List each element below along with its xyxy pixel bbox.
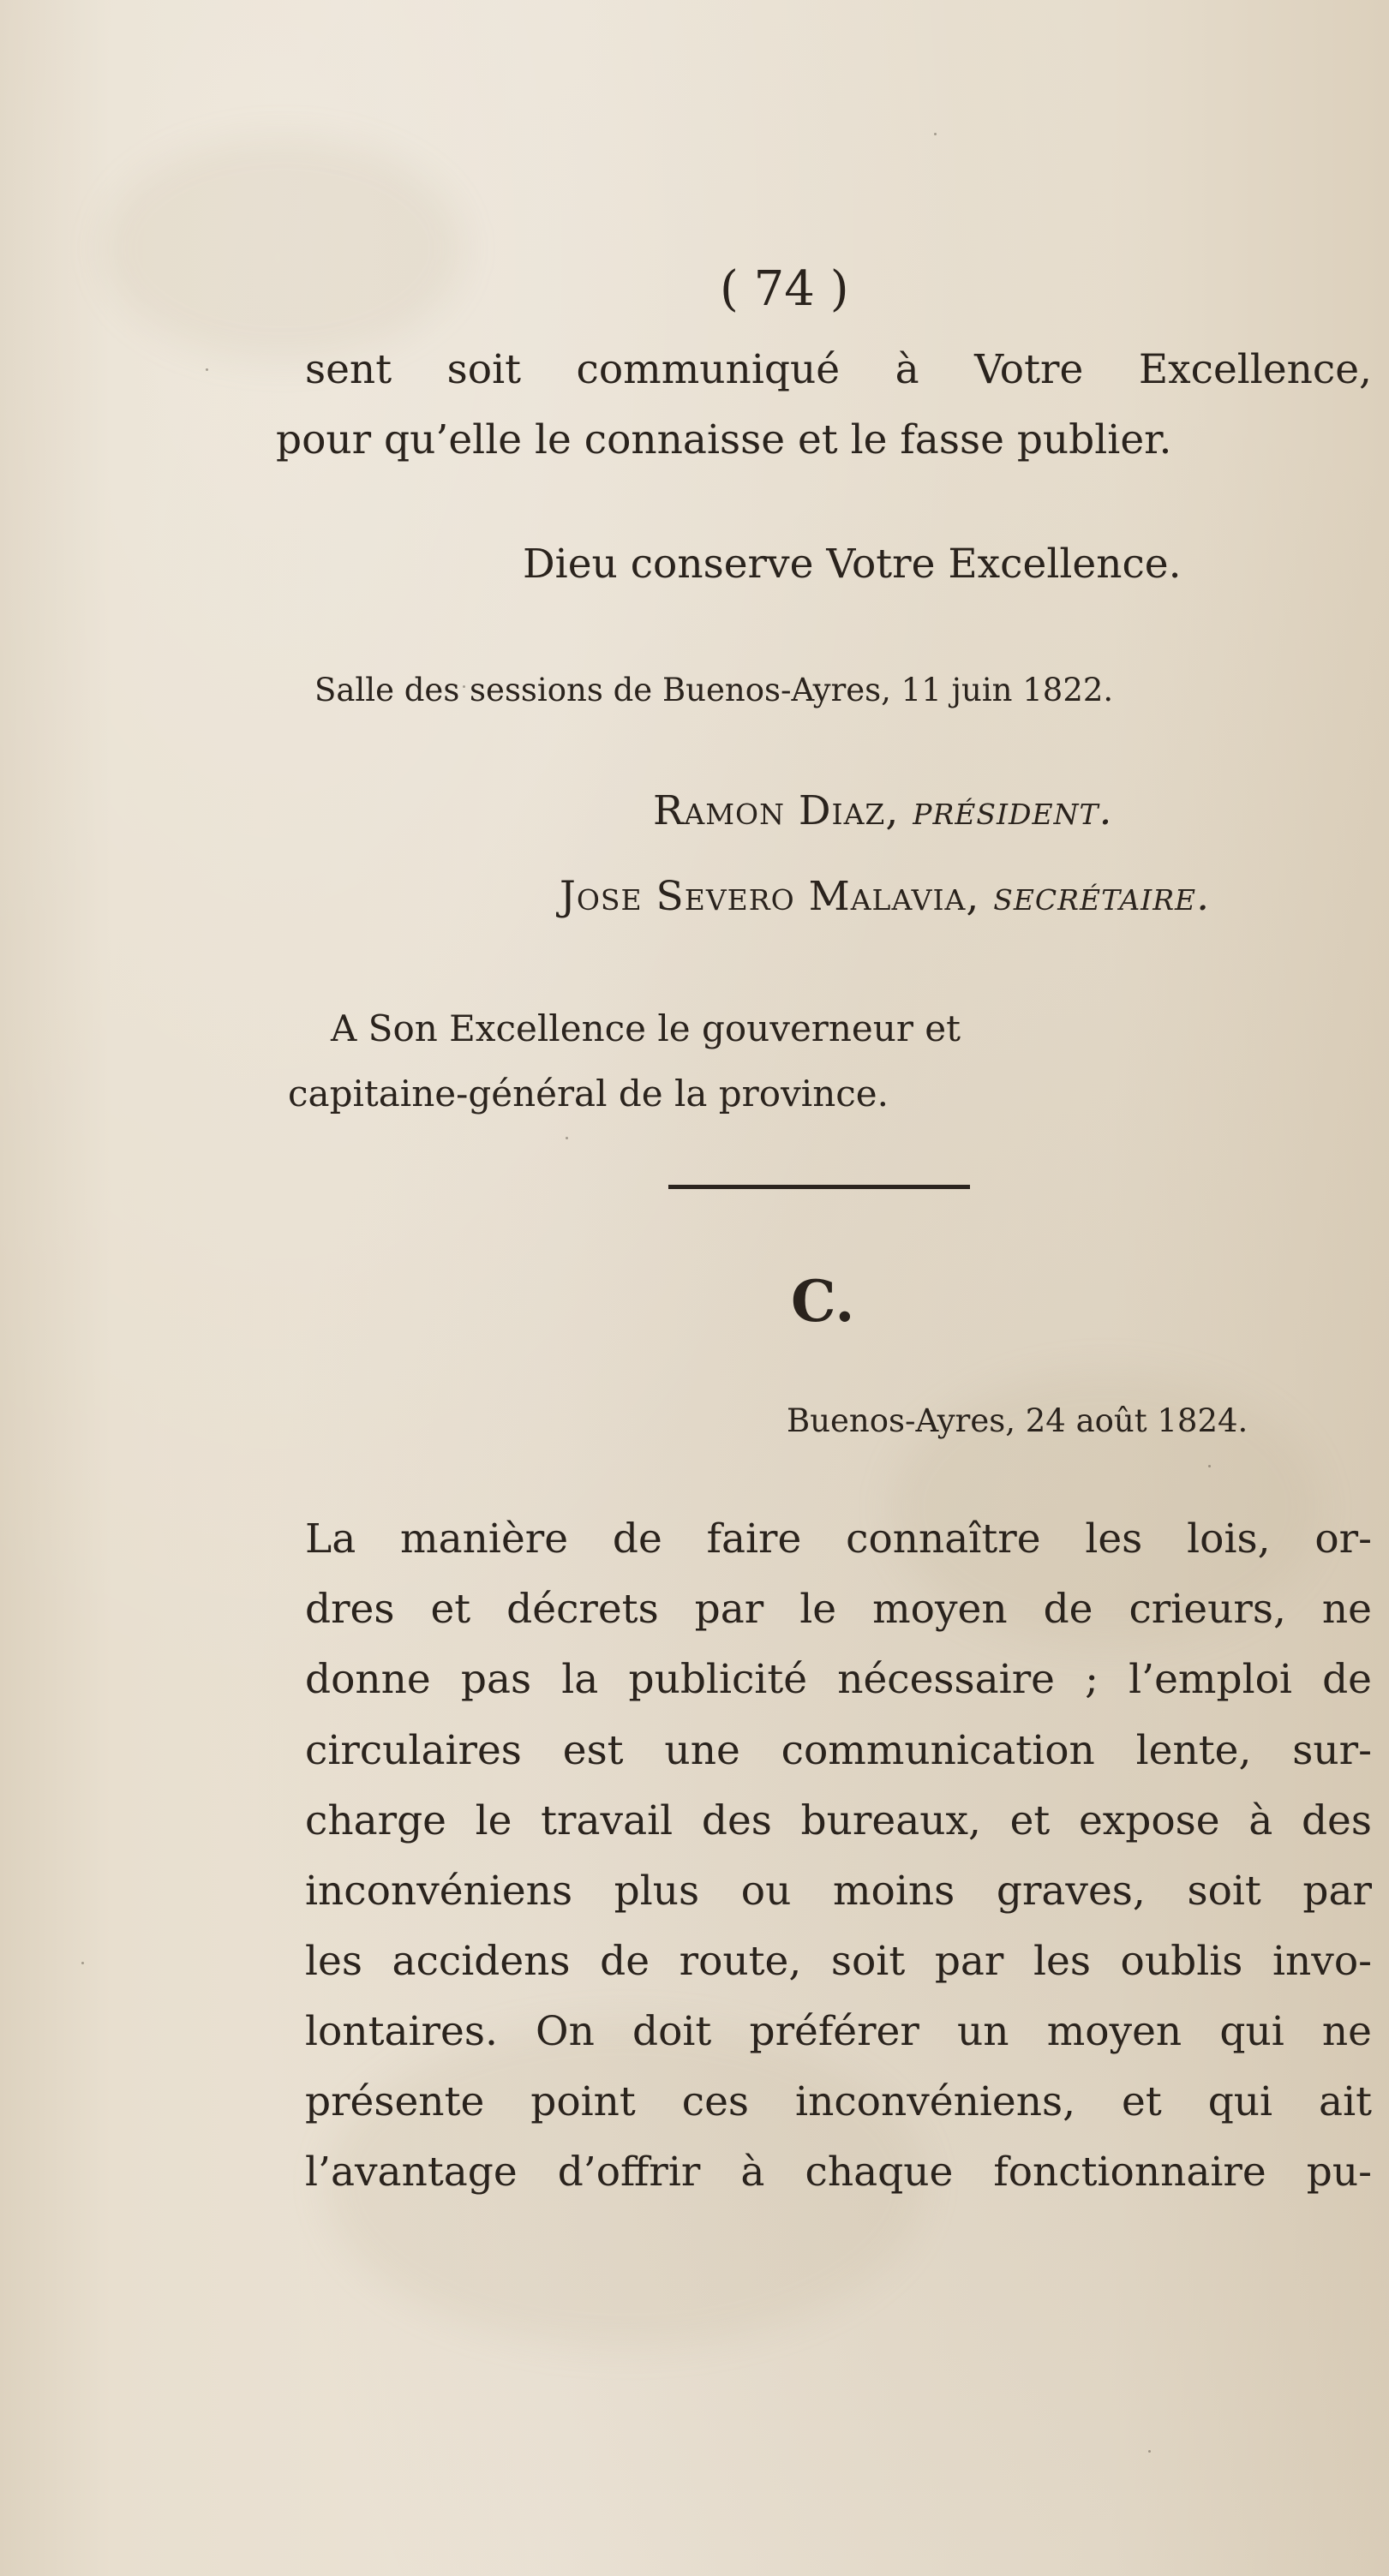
paragraph-line: lontaires. On doit préférer un moyen qui ne: [305, 2008, 1372, 2055]
recipient-line: capitaine-général de la province.: [288, 1073, 889, 1115]
signature-line: Ramon Diaz, président.: [653, 787, 1113, 834]
signatory-title: secrétaire.: [993, 873, 1211, 920]
paragraph-line: dres et décrets par le moyen de crieurs, ne: [305, 1586, 1372, 1633]
paragraph-line: l’avantage d’offrir à chaque fonctionnaire pu-: [305, 2149, 1372, 2196]
paper-speck: [1148, 2450, 1151, 2453]
paragraph-line: les accidens de route, soit par les oublis invo-: [305, 1938, 1372, 1985]
paragraph-line: inconvéniens plus ou moins graves, soit par: [305, 1868, 1372, 1915]
paper-speck: [463, 685, 465, 688]
signatory-name: Ramon Diaz: [653, 787, 886, 834]
signature-line: Jose Severo Malavia, secrétaire.: [560, 873, 1211, 920]
paragraph-line: charge le travail des bureaux, et expose à des: [305, 1797, 1372, 1844]
paper-speck: [206, 368, 208, 371]
signatory-name: Jose Severo Malavia: [560, 873, 967, 920]
paper-speck: [566, 1137, 568, 1139]
section-divider: [668, 1185, 970, 1189]
recipient-line: A Son Excellence le gouverneur et: [331, 1007, 961, 1049]
signatory-title: président.: [913, 787, 1113, 834]
page-number: ( 74 ): [720, 261, 849, 317]
text-line: sent soit communiqué à Votre Excellence,: [305, 346, 1372, 393]
place-date: Salle des sessions de Buenos-Ayres, 11 juin 1822.: [314, 672, 1114, 708]
paragraph-line: circulaires est une communication lente, sur-: [305, 1727, 1372, 1774]
text-line: pour qu’elle le connaisse et le fasse publier.: [276, 416, 1172, 463]
paper-speck: [1208, 1465, 1211, 1467]
paper-speck: [934, 133, 937, 135]
section-dateline: Buenos-Ayres, 24 août 1824.: [787, 1402, 1248, 1439]
paper-speck: [81, 1962, 84, 1964]
paper-stain: [103, 137, 463, 360]
section-letter: C.: [791, 1268, 855, 1335]
paragraph-line: présente point ces inconvéniens, et qui ait: [305, 2078, 1372, 2125]
paragraph-line: donne pas la publicité nécessaire ; l’emploi de: [305, 1656, 1372, 1703]
paragraph-line: La manière de faire connaître les lois, or-: [305, 1515, 1372, 1563]
closing-line: Dieu conserve Votre Excellence.: [523, 541, 1182, 588]
